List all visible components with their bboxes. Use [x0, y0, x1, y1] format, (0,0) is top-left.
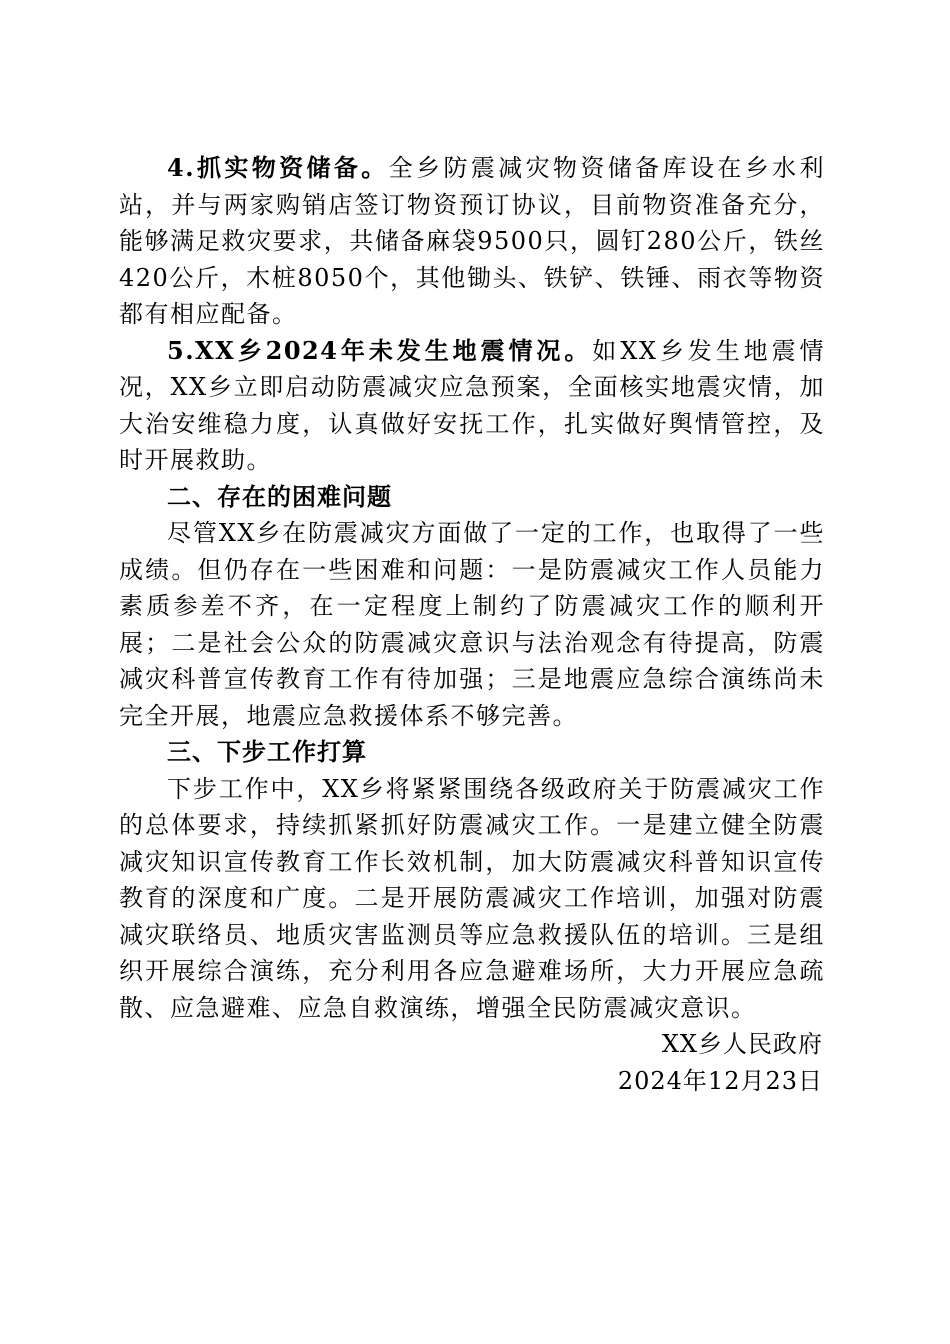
- paragraph-text: 全乡防震减灾物资储备库设在乡水利站，并与两家购销店签订物资预订协议，目前物资准备充分，能够满足救灾要求，共储备麻袋9500只，圆钉280公斤，铁丝420公斤，木桩8050个，其他锄头、铁铲、铁锤、雨衣等物资都有相应配备。: [119, 154, 825, 328]
- paragraph-text: 如XX乡发生地震情况，XX乡立即启动防震减灾应急预案，全面核实地震灾情，加大治安维稳力度，认真做好安抚工作，扎实做好舆情管控，及时开展救助。: [119, 336, 826, 474]
- signature-org: XX乡人民政府: [661, 1030, 823, 1058]
- paragraph-lead: 4.抓实物资储备。: [167, 153, 389, 182]
- paragraph-difficulties: 尽管XX乡在防震减灾方面做了一定的工作，也取得了一些成绩。但仍存在一些困难和问题：一是防震减灾工作人员能力素质参差不齐，在一定程度上制约了防震减灾工作的顺利开展；二是社会公众的防震减灾意识与法治观念有待提高，防震减灾科普宣传教育工作有待加强；三是地震应急综合演练尚未完全开展，地震应急救援体系不够完善。: [119, 519, 825, 730]
- paragraph-next-steps: 下步工作中，XX乡将紧紧围绕各级政府关于防震减灾工作的总体要求，持续抓紧抓好防震减灾工作。一是建立健全防震减灾知识宣传教育工作长效机制，加大防震减灾科普知识宣传教育的深度和广度。二是开展防震减灾工作培训，加强对防震减灾联络员、地质灾害监测员等应急救援队伍的培训。三是组织开展综合演练，充分利用各应急避难场所，大力开展应急疏散、应急避难、应急自救演练，增强全民防震减灾意识。: [119, 774, 825, 1022]
- signature-date: 2024年12月23日: [617, 1066, 823, 1095]
- paragraph-earthquake-status: [119, 333, 825, 479]
- paragraph-material-reserve: [119, 150, 825, 333]
- document-body: [119, 150, 825, 1099]
- section-heading-next-steps: 三、下步工作打算: [167, 738, 367, 766]
- paragraph-lead: 5.XX乡2024年未发生地震情况。: [167, 335, 593, 365]
- section-heading-difficulties: 二、存在的困难问题: [167, 482, 392, 511]
